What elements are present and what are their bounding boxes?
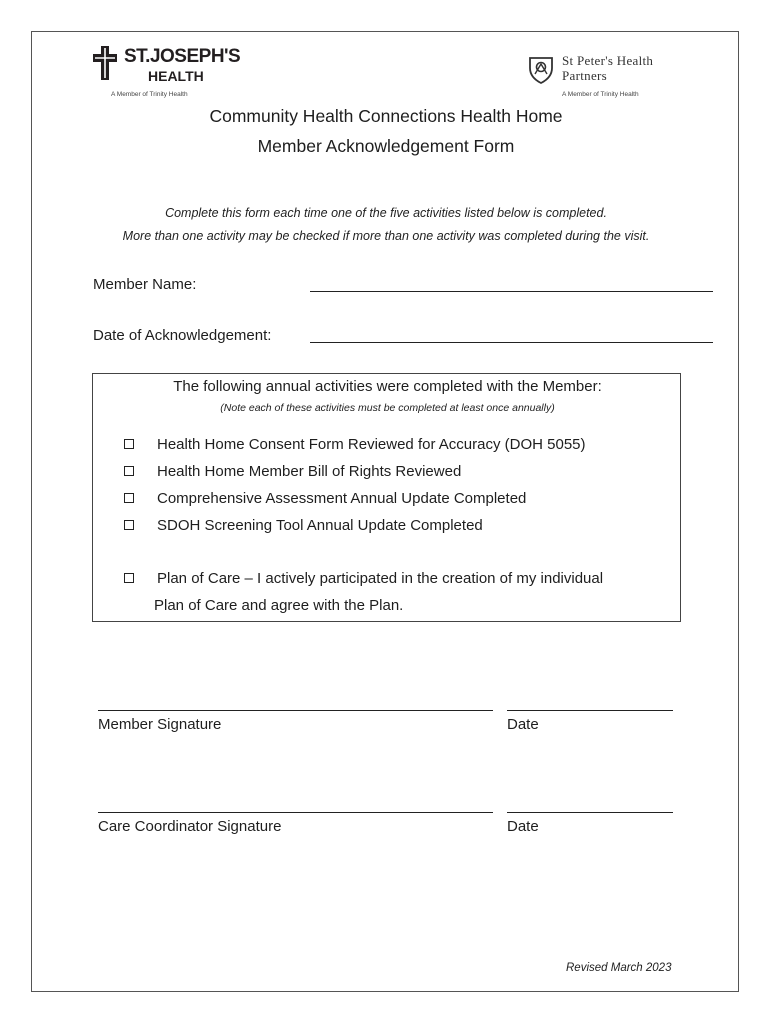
checkbox[interactable] [124, 466, 134, 476]
st-josephs-subname: HEALTH [148, 68, 204, 84]
cross-icon [91, 46, 119, 80]
member-name-label: Member Name: [93, 276, 197, 293]
checkbox[interactable] [124, 439, 134, 449]
activity-label: Health Home Consent Form Reviewed for Accuracy (DOH 5055) [157, 436, 586, 453]
activities-heading: The following annual activities were completed with the Member: [173, 378, 602, 395]
st-josephs-name: ST.JOSEPH'S [124, 46, 241, 67]
coordinator-signature-label: Care Coordinator Signature [98, 818, 282, 835]
date-of-acknowledgement-label: Date of Acknowledgement: [93, 327, 272, 344]
instructions-line2: More than one activity may be checked if more than one activity was completed during the visit. [122, 229, 650, 243]
checkbox[interactable] [124, 493, 134, 503]
coordinator-signature-date-line[interactable] [507, 812, 673, 813]
st-josephs-tagline: A Member of Trinity Health [111, 91, 188, 98]
date-of-acknowledgement-field[interactable] [310, 342, 713, 343]
activity-label: SDOH Screening Tool Annual Update Completed [157, 517, 483, 534]
activity-label: Comprehensive Assessment Annual Update Completed [157, 490, 527, 507]
activity-label: Plan of Care – I actively participated in the creation of my individual [157, 570, 604, 587]
st-peters-subname: Partners [562, 68, 607, 83]
shield-emblem-icon [528, 56, 554, 84]
activities-box [92, 373, 681, 622]
revised-date: Revised March 2023 [566, 962, 672, 974]
form-title-line2: Member Acknowledgement Form [257, 136, 515, 156]
member-name-field[interactable] [310, 291, 713, 292]
instructions-line1: Complete this form each time one of the five activities listed below is completed. [165, 206, 607, 220]
activity-label-continuation: Plan of Care and agree with the Plan. [154, 597, 404, 614]
checkbox[interactable] [124, 573, 134, 583]
coordinator-date-label: Date [507, 818, 539, 835]
st-peters-name: St Peter's Health [562, 53, 654, 68]
member-signature-label: Member Signature [98, 716, 222, 733]
form-title-line1: Community Health Connections Health Home [209, 106, 563, 126]
st-peters-tagline: A Member of Trinity Health [562, 91, 639, 98]
form-page [31, 31, 739, 992]
activities-note: (Note each of these activities must be completed at least once annually) [220, 402, 555, 414]
member-date-label: Date [507, 716, 539, 733]
checkbox[interactable] [124, 520, 134, 530]
member-signature-date-line[interactable] [507, 710, 673, 711]
member-signature-line[interactable] [98, 710, 493, 711]
activity-label: Health Home Member Bill of Rights Reviewed [157, 463, 462, 480]
coordinator-signature-line[interactable] [98, 812, 493, 813]
